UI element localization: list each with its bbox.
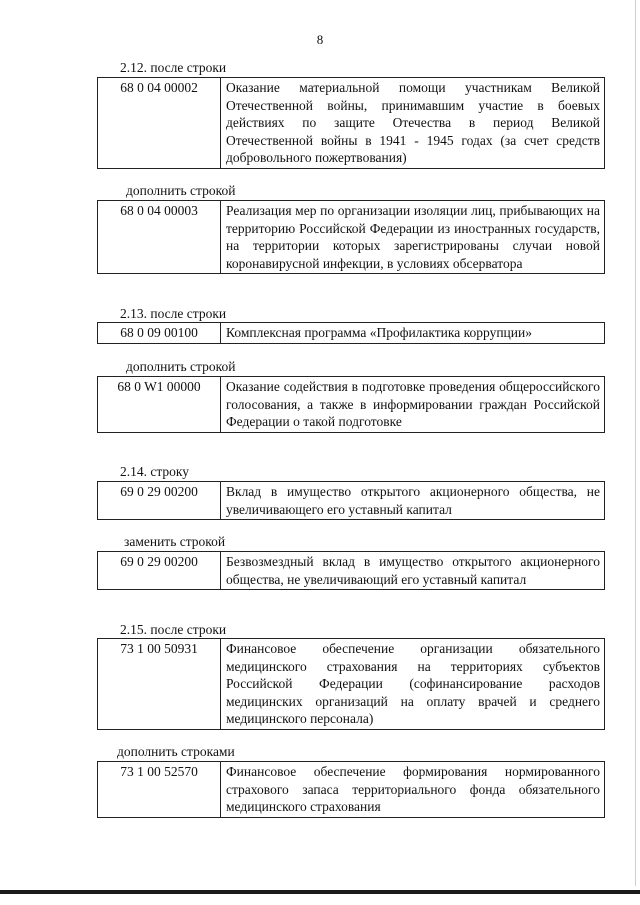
table-row (98, 377, 605, 433)
classification-code: 68 0 04 00002 (98, 78, 221, 169)
entry-description: Оказание содействия в подготовке проведения общероссийского голосования, а также в информировании граждан Российской Федерации о такой подготовке (221, 377, 605, 433)
entry-description: Финансовое обеспечение организации обязательного медицинского страхования на территориях субъектов Российской Федерации (софинансирование расходов медицинских организаций на оплату врачей и среднего медицинского персонала) (221, 639, 605, 730)
entry-table (97, 481, 605, 520)
entry-description: Вклад в имущество открытого акционерного общества, не увеличивающего его уставный капитал (221, 482, 605, 520)
table-row (98, 552, 605, 590)
classification-code: 73 1 00 52570 (98, 762, 221, 818)
table-row (98, 201, 605, 274)
instruction-label: 2.13. после строки (120, 306, 227, 321)
instruction-label: дополнить строками (117, 744, 235, 759)
page-number: 8 (316, 32, 324, 47)
entry-table (97, 638, 605, 730)
entry-description: Комплексная программа «Профилактика коррупции» (221, 323, 605, 344)
entry-table (97, 761, 605, 818)
entry-description: Безвозмездный вклад в имущество открытого акционерного общества, не увеличивающий его уставный капитал (221, 552, 605, 590)
entry-description: Финансовое обеспечение формирования нормированного страхового запаса территориального фонда обязательного медицинского страхования (221, 762, 605, 818)
classification-code: 69 0 29 00200 (98, 552, 221, 590)
entry-table (97, 77, 605, 169)
classification-code: 68 0 W1 00000 (98, 377, 221, 433)
instruction-label: 2.14. строку (120, 464, 190, 479)
entry-table (97, 376, 605, 433)
classification-code: 73 1 00 50931 (98, 639, 221, 730)
classification-code: 68 0 09 00100 (98, 323, 221, 344)
table-row (98, 78, 605, 169)
table-row (98, 482, 605, 520)
instruction-label: дополнить строкой (126, 183, 236, 198)
entry-table (97, 200, 605, 274)
entry-description: Реализация мер по организации изоляции лиц, прибывающих на территорию Российской Федерации из иностранных государств, на территории которых зарегистрированы случаи новой коронавирусной инфекции, в условиях обсерватора (221, 201, 605, 274)
instruction-label: 2.15. после строки (120, 622, 227, 637)
page-edge-line (635, 0, 636, 886)
instruction-label: 2.12. после строки (120, 60, 227, 75)
entry-description: Оказание материальной помощи участникам Великой Отечественной войны, принимавшим участие в боевых действиях по защите Отечества в период Великой Отечественной войны в 1941 - 1945 годах (за счет средств добровольного пожертвования) (221, 78, 605, 169)
instruction-label: дополнить строкой (126, 359, 236, 374)
table-row (98, 323, 605, 344)
entry-table (97, 551, 605, 590)
entry-table (97, 322, 605, 344)
table-row (98, 639, 605, 730)
instruction-label: заменить строкой (124, 534, 226, 549)
classification-code: 68 0 04 00003 (98, 201, 221, 274)
bottom-scan-bar (0, 890, 640, 894)
classification-code: 69 0 29 00200 (98, 482, 221, 520)
table-row (98, 762, 605, 818)
